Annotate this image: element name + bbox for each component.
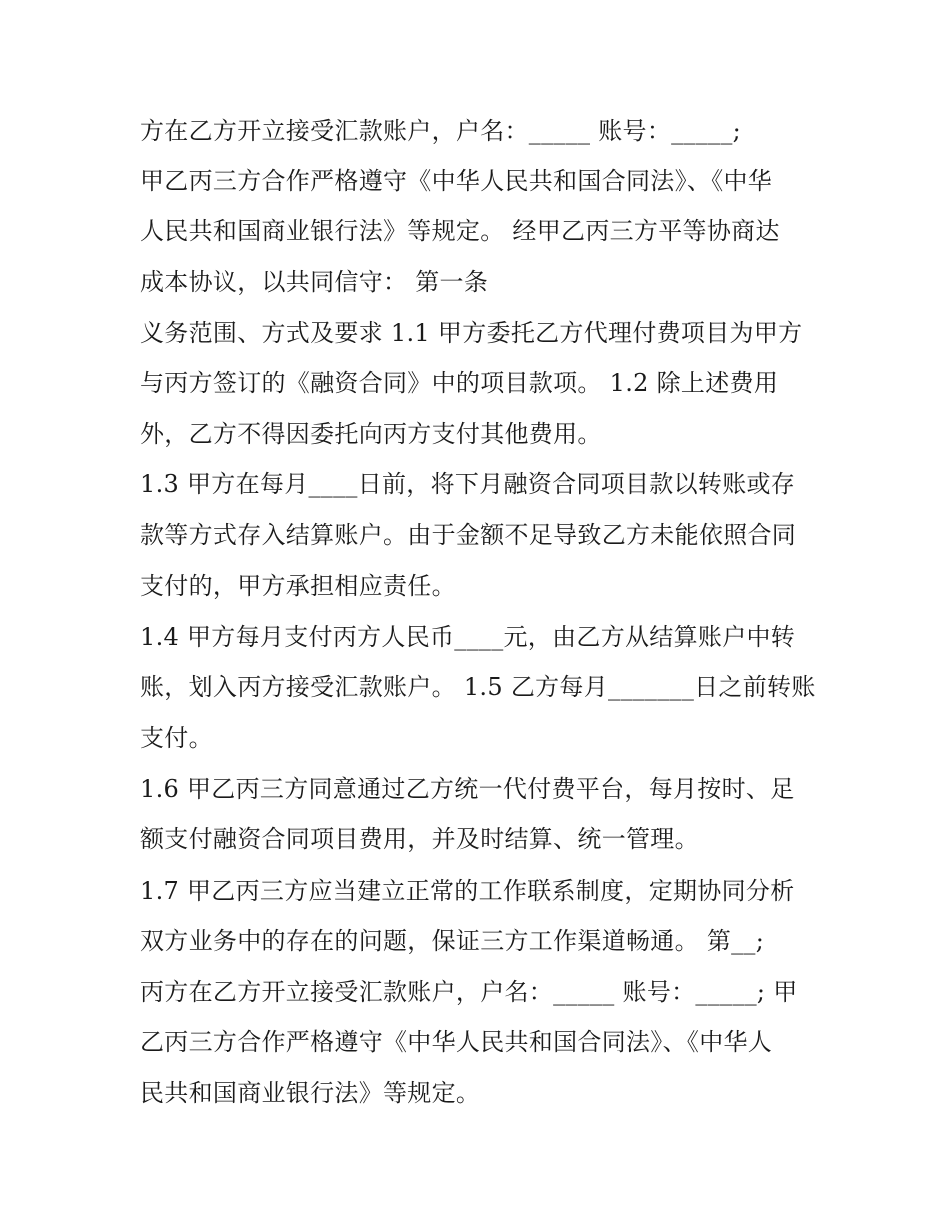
text-line: 账，划入丙方接受汇款账户。 1.5 乙方每月_______日之前转账 bbox=[140, 673, 816, 701]
text-line: 人民共和国商业银行法》等规定。 经甲乙丙三方平等协商达 bbox=[140, 217, 780, 245]
text-line: 款等方式存入结算账户。由于金额不足导致乙方未能依照合同 bbox=[140, 521, 797, 549]
text-line: 1.3 甲方在每月____日前，将下月融资合同项目款以转账或存 bbox=[140, 470, 796, 498]
text-line: 1.4 甲方每月支付丙方人民币____元，由乙方从结算账户中转 bbox=[140, 623, 796, 651]
text-line: 成本协议，以共同信守： 第一条 bbox=[140, 268, 489, 296]
text-line: 1.6 甲乙丙三方同意通过乙方统一代付费平台，每月按时、足 bbox=[140, 775, 795, 803]
text-line: 甲乙丙三方合作严格遵守《中华人民共和国合同法》、《中华 bbox=[140, 167, 773, 195]
text-line: 乙丙三方合作严格遵守《中华人民共和国合同法》、《中华人 bbox=[140, 1028, 773, 1056]
text-line: 支付的，甲方承担相应责任。 bbox=[140, 572, 456, 600]
text-line: 义务范围、方式及要求 1.1 甲方委托乙方代理付费项目为甲方 bbox=[140, 319, 803, 347]
text-line: 双方业务中的存在的问题，保证三方工作渠道畅通。 第__; bbox=[140, 927, 765, 955]
text-line: 民共和国商业银行法》等规定。 bbox=[140, 1079, 481, 1107]
text-line: 丙方在乙方开立接受汇款账户，户名：_____ 账号：_____; 甲 bbox=[140, 978, 798, 1006]
text-line: 方在乙方开立接受汇款账户，户名：_____ 账号：_____; bbox=[140, 117, 742, 145]
text-line: 与丙方签订的《融资合同》中的项目款项。 1.2 除上述费用 bbox=[140, 369, 779, 397]
text-line: 支付。 bbox=[140, 724, 213, 752]
text-line: 外，乙方不得因委托向丙方支付其他费用。 bbox=[140, 420, 602, 448]
text-line: 额支付融资合同项目费用，并及时结算、统一管理。 bbox=[140, 825, 699, 853]
text-line: 1.7 甲乙丙三方应当建立正常的工作联系制度，定期协同分析 bbox=[140, 877, 795, 905]
